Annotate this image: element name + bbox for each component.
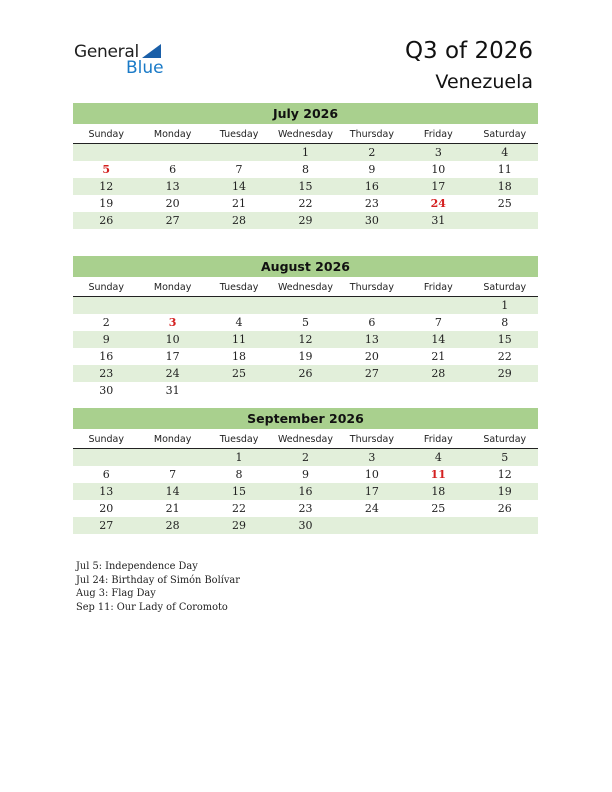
weekday-label: Friday [423,433,453,445]
day-cell: 2 [102,316,110,329]
day-cell: 16 [364,180,379,193]
month-calendar [73,103,538,229]
week-row [73,348,538,365]
holiday-day-cell: 11 [430,468,446,481]
day-cell: 9 [301,468,309,481]
day-cell: 25 [431,502,446,515]
day-cell: 21 [165,502,180,515]
day-cell: 6 [368,316,376,329]
holiday-note: Sep 11: Our Lady of Coromoto [76,601,228,613]
day-cell: 25 [232,367,247,380]
day-cell: 8 [501,316,509,329]
day-cell: 8 [235,468,243,481]
day-cell: 13 [364,333,379,346]
day-cell: 18 [431,485,446,498]
day-cell [339,297,405,314]
day-cell [472,212,538,229]
page-title: Q3 of 2026 [404,38,533,64]
day-cell: 3 [434,146,442,159]
month-title: August 2026 [73,256,538,277]
weekday-label: Monday [153,433,192,445]
day-cell: 20 [364,350,379,363]
day-cell: 24 [165,367,180,380]
weekday-label: Saturday [483,433,527,445]
day-cell: 22 [232,502,247,515]
week-row [73,500,538,517]
day-cell: 11 [497,163,512,176]
weekday-header-row [73,125,538,144]
day-cell [73,449,139,466]
day-cell: 1 [235,451,243,464]
week-row [73,144,538,161]
day-cell: 18 [232,350,247,363]
day-cell: 9 [368,163,376,176]
week-row [73,449,538,466]
day-cell: 29 [497,367,512,380]
day-cell: 18 [497,180,512,193]
weekday-label: Thursday [349,128,394,140]
day-cell [139,449,205,466]
day-cell: 13 [99,485,114,498]
day-cell [472,382,538,399]
day-cell: 19 [298,350,313,363]
weekday-label: Sunday [88,128,124,140]
month-title: September 2026 [73,408,538,429]
day-cell [405,517,471,534]
day-cell: 27 [99,519,114,532]
day-cell: 2 [301,451,309,464]
weekday-label: Thursday [349,433,394,445]
day-cell: 1 [301,146,309,159]
week-row [73,466,538,483]
day-cell: 22 [497,350,512,363]
day-cell: 19 [99,197,114,210]
weekday-label: Thursday [349,281,394,293]
week-row [73,314,538,331]
week-row [73,382,538,399]
day-cell [472,517,538,534]
week-row [73,178,538,195]
day-cell: 4 [235,316,243,329]
weekday-label: Tuesday [219,128,259,140]
day-cell [206,297,272,314]
day-cell: 11 [232,333,247,346]
day-cell: 1 [501,299,509,312]
day-cell: 15 [232,485,247,498]
day-cell: 7 [434,316,442,329]
month-title: July 2026 [73,103,538,124]
week-row [73,161,538,178]
day-cell: 10 [364,468,379,481]
day-cell: 10 [431,163,446,176]
day-cell: 7 [169,468,177,481]
day-cell: 16 [298,485,313,498]
country-subtitle: Venezuela [435,71,533,93]
day-cell: 15 [497,333,512,346]
day-cell: 15 [298,180,313,193]
weekday-header-row [73,278,538,297]
weekday-label: Monday [153,128,192,140]
day-cell: 17 [165,350,180,363]
day-cell [272,382,338,399]
day-cell [405,297,471,314]
day-cell: 19 [497,485,512,498]
day-cell [405,382,471,399]
holiday-day-cell: 3 [168,316,177,329]
day-cell: 29 [298,214,313,227]
week-row [73,331,538,348]
weekday-label: Saturday [483,281,527,293]
day-cell [339,517,405,534]
day-cell: 12 [298,333,313,346]
day-cell: 31 [165,384,180,397]
day-cell: 23 [99,367,114,380]
day-cell: 22 [298,197,313,210]
weekday-label: Saturday [483,128,527,140]
day-cell: 6 [102,468,110,481]
day-cell: 23 [298,502,313,515]
day-cell: 25 [497,197,512,210]
holiday-note: Jul 24: Birthday of Simón Bolívar [76,574,240,586]
day-cell: 29 [232,519,247,532]
day-cell: 24 [364,502,379,515]
day-cell: 26 [298,367,313,380]
day-cell: 10 [165,333,180,346]
day-cell: 27 [165,214,180,227]
day-cell: 23 [364,197,379,210]
day-cell: 21 [431,350,446,363]
logo-text-blue: Blue [126,58,164,78]
day-cell [139,144,205,161]
day-cell [206,144,272,161]
weekday-label: Wednesday [277,281,333,293]
weekday-label: Tuesday [219,281,259,293]
day-cell: 30 [298,519,313,532]
day-cell: 6 [169,163,177,176]
day-cell: 28 [232,214,247,227]
day-cell: 14 [232,180,247,193]
weekday-header-row [73,430,538,449]
week-row [73,517,538,534]
weekday-label: Sunday [88,281,124,293]
logo-text-general: General [74,42,139,62]
day-cell: 27 [364,367,379,380]
day-cell: 26 [497,502,512,515]
week-row [73,365,538,382]
month-calendar [73,256,538,399]
day-cell: 7 [235,163,243,176]
day-cell: 2 [368,146,376,159]
day-cell: 17 [364,485,379,498]
day-cell [73,297,139,314]
day-cell: 30 [364,214,379,227]
holiday-day-cell: 24 [430,197,446,210]
day-cell: 9 [102,333,110,346]
day-cell [73,144,139,161]
day-cell: 13 [165,180,180,193]
day-cell: 5 [301,316,309,329]
day-cell: 20 [165,197,180,210]
day-cell: 4 [434,451,442,464]
weekday-label: Tuesday [219,433,259,445]
day-cell [272,297,338,314]
day-cell [339,382,405,399]
day-cell: 16 [99,350,114,363]
week-row [73,297,538,314]
day-cell [139,297,205,314]
holiday-notes [76,560,240,614]
weekday-label: Friday [423,128,453,140]
day-cell: 26 [99,214,114,227]
brand-logo [74,42,174,78]
day-cell: 4 [501,146,509,159]
holiday-day-cell: 5 [102,163,111,176]
day-cell: 14 [165,485,180,498]
weekday-label: Friday [423,281,453,293]
day-cell: 12 [497,468,512,481]
week-row [73,195,538,212]
day-cell: 28 [165,519,180,532]
day-cell: 3 [368,451,376,464]
logo-triangle-icon [142,44,161,58]
weekday-label: Sunday [88,433,124,445]
day-cell [206,382,272,399]
weekday-label: Wednesday [277,433,333,445]
day-cell: 30 [99,384,114,397]
day-cell: 20 [99,502,114,515]
holiday-note: Jul 5: Independence Day [76,561,198,572]
day-cell: 8 [301,163,309,176]
week-row [73,483,538,500]
day-cell: 5 [501,451,509,464]
day-cell: 28 [431,367,446,380]
day-cell: 14 [431,333,446,346]
day-cell: 31 [431,214,446,227]
weekday-label: Wednesday [277,128,333,140]
day-cell: 21 [232,197,247,210]
day-cell: 12 [99,180,114,193]
week-row [73,212,538,229]
holiday-note: Aug 3: Flag Day [76,588,156,599]
weekday-label: Monday [153,281,192,293]
month-calendar [73,408,538,534]
day-cell: 17 [431,180,446,193]
